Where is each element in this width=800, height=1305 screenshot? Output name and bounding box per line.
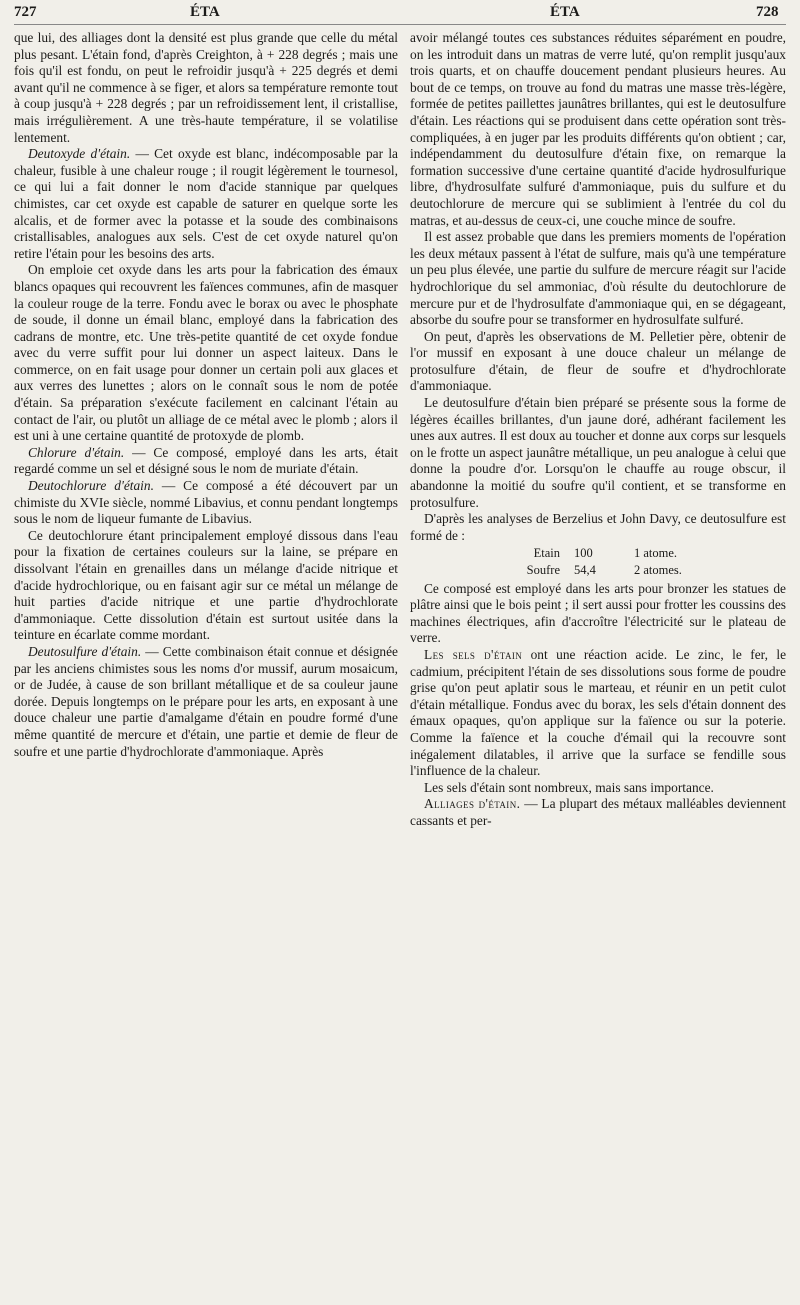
paragraph: avoir mélangé toutes ces substances réduites séparément en poudre, on les introduit dans un matras de verre luté, qu'on remplit jusqu'aux trois quarts, et on chauffe doucement pendant plusieurs heures. Au bout de ce temps, on trouve au fond du matras une masse très-légère, formée de petites paillettes jaunâtres brillantes, qui est le deutosulfure d'étain. Les réactions qui se produisent dans cette opération sont très-compliquées, à en juger par les produits différents qu'on obtient ; car, indépendamment du deutosulfure d'étain fixe, on remarque la formation successive d'une certaine quantité d'acide hydrosulfurique libre, d'hydrosulfate sulfuré d'ammoniaque, puis du sulfure et du deutochlorure de mercure qui se sublimient à l'entrée du col du matras, et au-dessus de ceux-ci, une couche mince de soufre. — [410, 30, 786, 228]
left-page-number: 727 — [14, 4, 37, 20]
entry-alliages: Alliages d'étain. — La plupart des métaux malléables deviennent cassants et per- — [410, 796, 786, 828]
entry-deutochlorure: Deutochlorure d'étain. — Ce composé a été découvert par un chimiste du XVIe siècle, nommé Libavius, et connu pendant longtemps sous le nom de liqueur fumante de Libavius. — [14, 478, 398, 527]
paragraph: que lui, des alliages dont la densité est plus grande que celle du métal plus pesant. L'étain fond, d'après Creighton, à + 228 degrés ; mais une fois qu'il est fondu, on peut le refroidir jusqu'à + 225 degrés et demi avant qu'il ne commence à se figer, et alors sa température remonte tout à coup jusqu'à + 228 degrés ; par un refroidissement lent, il cristallise, mais irrégulièrement. A une très-haute température, il se volatilise lentement. — [14, 30, 398, 145]
paragraph: Les sels d'étain sont nombreux, mais sans importance. — [424, 779, 714, 795]
composition-table — [410, 545, 786, 578]
left-running-head: ÉTA — [190, 4, 220, 20]
paragraph: Le deutosulfure d'étain bien préparé se présente sous la forme de légères écailles brillantes, d'un jaune doré, adhérant facilement les unes aux autres. Il est doux au toucher et donne aux corps sur lesquels on le frotte un aspect jaunâtre métallique, un peu analogue à celui que donne la poudre d'or. Lorsqu'on le chauffe au rouge obscur, il abandonne la moitié du soufre qu'il contient, et se transforme en protosulfure. — [410, 395, 786, 510]
entry-chlorure: Chlorure d'étain. — Ce composé, employé dans les arts, était regardé comme un sel et désigné sous le nom de muriate d'étain. — [14, 444, 398, 477]
table-cell-element: Soufre — [526, 563, 560, 577]
table-cell-atoms: 1 atome. — [634, 546, 678, 561]
header-rule — [14, 24, 786, 25]
table-row — [410, 545, 786, 562]
entry-sels: Les sels d'étain ont une réaction acide. Le zinc, le fer, le cadmium, précipitent l'étain de ses dissolutions sous forme de poudre grise qu'on peut aplatir sous le marteau, et réunir en un petit culot d'étain métallique. Fondus avec du borax, les sels d'étain donnent des émaux opaques, qu'on applique sur la faïence ou sur la poterie. Comme la faïence et la couche d'émail qui la recouvre sont inégalement dilatables, il arrive que la surface se fendille sous l'influence de la chaleur. — [410, 646, 787, 779]
table-row — [410, 562, 786, 579]
entry-term: Chlorure d'étain. — [28, 444, 125, 460]
right-page-number: 728 — [756, 4, 779, 20]
table-cell-element: Etain — [533, 546, 560, 561]
left-column — [14, 30, 398, 760]
paragraph: On peut, d'après les observations de M. Pelletier père, obtenir de l'or mussif en exposant à une douce chaleur un mélange de protosulfure d'étain, de fleur de soufre et d'hydrochlorate d'ammoniaque. — [410, 328, 786, 394]
paragraph: D'après les analyses de Berzelius et John Davy, ce deutosulfure est formé de : — [410, 511, 786, 543]
paragraph: Ce composé est employé dans les arts pour bronzer les statues de plâtre ainsi que le bois peint ; il sert aussi pour frotter les coussins des machines électriques, afin d'accroître l'électricité sur le plateau de verre. — [410, 580, 786, 646]
paragraph: Il est assez probable que dans les premiers moments de l'opération les deux métaux passent à l'état de sulfure, mais qu'à une température un peu plus élevée, une partie du sulfure de mercure réagit sur l'acide hydrochlorique du sel ammoniac, d'où résulte du deutochlorure de mercure pur et de l'hydrosulfate d'ammoniaque qui, en se dégageant, absorbe du soufre pour se transformer en hydrosulfate sulfuré. — [410, 229, 786, 328]
table-cell-atoms: 2 atomes. — [634, 563, 682, 577]
paragraph: Ce deutochlorure étant principalement employé dissous dans l'eau pour la fixation de certaines couleurs sur la laine, se prépare en dissolvant l'étain en grenailles dans un mélange d'acide nitrique et d'acide hydrochlorique, ou en faisant agir sur ce métal un mélange de huit parties d'acide nitrique et une partie d'hydrochlorate d'ammoniaque. Cette dissolution d'étain est surtout usitée dans la teinture en écarlate comme mordant. — [14, 527, 398, 643]
right-running-head: ÉTA — [550, 4, 580, 20]
entry-term: Deutosulfure d'étain. — [28, 643, 142, 659]
paragraph: On emploie cet oxyde dans les arts pour la fabrication des émaux blancs opaques qui recouvrent les faïences communes, afin de masquer la couleur rouge de la terre. Fondu avec le borax ou avec le phosphate de soude, il donne un émail blanc, employé dans la fabrication des cadrans de montre, etc. Une très-petite quantité de cet oxyde fondue avec du verre suffit pour lui donner un aspect laiteux. Dans le commerce, on en fait usage pour donner un certain poli aux glaces et aux verres des lunettes ; alors on le connaît sous le nom de potée d'étain. Sa préparation s'exécute facilement en calcinant l'étain au contact de l'air, ou plutôt un alliage de ce métal avec le plomb ; alors il est uni à une certaine quantité de protoxyde de plomb. — [14, 262, 398, 444]
right-column — [410, 30, 786, 830]
table-cell-amount: 100 — [574, 546, 593, 561]
entry-deutosulfure: Deutosulfure d'étain. — Cette combinaison était connue et désignée par les anciens chimistes sous les noms d'or mussif, aurum mosaicum, or de Judée, à cause de son brillant métallique et de sa couleur jaune dorée. Depuis longtemps on le prépare pour les arts, en exposant à une douce chaleur une partie d'amalgame d'étain en poudre formé d'une même quantité de mercure et d'étain, une partie et demie de fleur de soufre et une partie d'hydrochlorate d'ammoniaque. Après — [14, 643, 398, 759]
entry-term: Alliages d'étain. — [424, 796, 521, 812]
running-header — [0, 0, 800, 26]
entry-deutoxyde: Deutoxyde d'étain. — Cet oxyde est blanc, indécomposable par la chaleur, fusible à une chaleur rouge ; il rougit légèrement le tournesol, ce qui lui a fait donner le nom d'acide stannique par quelques chimistes, car cet oxyde est capable de saturer en quelque sorte les alcalis, et de former avec la potasse et la soude des combinaisons cristallisables, analogues aux sels. C'est de cet oxyde naturel qu'on retire l'étain pour les besoins des arts. — [14, 146, 398, 261]
table-cell-amount: 54,4 — [574, 563, 596, 577]
entry-term: Les sels d'étain — [424, 646, 523, 662]
entry-term: Deutochlorure d'étain. — [28, 478, 154, 494]
entry-term: Deutoxyde d'étain. — [28, 146, 131, 162]
